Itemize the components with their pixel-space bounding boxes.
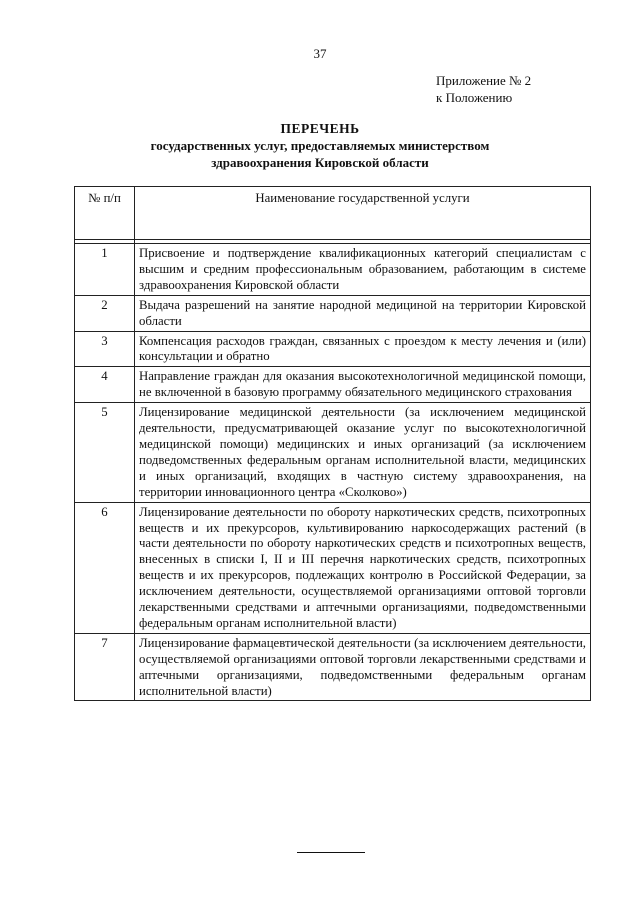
row-service-name: Лицензирование фармацевтической деятельности (за исключением деятельности, осуществляемой организациями оптовой торговли лекарственными средствами и аптечными организациями, подведомственными федеральным органам исполнительной власти): [135, 633, 591, 701]
row-service-name: Лицензирование медицинской деятельности (за исключением медицинской деятельности, предусматривающей оказание услуг по высокотехнологичной медицинской помощи) медицинских и иных организаций (за исключением подведомственных федеральным органам исполнительной власти, медицинских и иных организаций, входящих в частную систему здравоохранения, на территории инновационного центра «Сколково»): [135, 403, 591, 502]
appendix-line-1: Приложение № 2: [436, 73, 532, 88]
table-row: [75, 244, 591, 296]
row-number: 6: [75, 502, 135, 633]
row-service-name: Направление граждан для оказания высокотехнологичной медицинской помощи, не включенной в базовую программу обязательного медицинского страхования: [135, 367, 591, 403]
row-service-name: Присвоение и подтверждение квалификационных категорий специалистам с высшим и средним профессиональным образованием, работающим в системе здравоохранения Кировской области: [135, 244, 591, 296]
title-heading: ПЕРЕЧЕНЬ: [280, 121, 360, 136]
row-number: 5: [75, 403, 135, 502]
table-row: [75, 295, 591, 331]
row-service-name: Лицензирование деятельности по обороту наркотических средств, психотропных веществ и их прекурсоров, культивированию наркосодержащих растений (в части деятельности по обороту наркотических средств и психотропных веществ, внесенных в списки I, II и III перечня наркотических средств, психотропных веществ и их прекурсоров, подлежащих контролю в Российской Федерации, за исключением деятельности, осуществляемой организациями оптовой торговли лекарственными средствами и аптечными организациями, подведомственными федеральным органам исполнительной власти): [135, 502, 591, 633]
title-line-2: здравоохранения Кировской области: [211, 155, 429, 170]
table-row: [75, 367, 591, 403]
appendix-line-2: к Положению: [436, 90, 513, 105]
header-name: Наименование государственной услуги: [135, 187, 591, 240]
page-number: 37: [313, 46, 327, 61]
table-row: [75, 633, 591, 701]
table-row: [75, 403, 591, 502]
row-number: 3: [75, 331, 135, 367]
row-number: 7: [75, 633, 135, 701]
row-service-name: Выдача разрешений на занятие народной медициной на территории Кировской области: [135, 295, 591, 331]
row-service-name: Компенсация расходов граждан, связанных с проездом к месту лечения и (или) консультации и обратно: [135, 331, 591, 367]
row-number: 4: [75, 367, 135, 403]
document-title: [0, 120, 640, 171]
header-number: № п/п: [75, 187, 135, 240]
title-line-1: государственных услуг, предоставляемых министерством: [150, 138, 490, 153]
table-row: [75, 331, 591, 367]
appendix-note: [436, 72, 531, 106]
row-number: 2: [75, 295, 135, 331]
footer-divider: [297, 852, 365, 853]
table-row: [75, 502, 591, 633]
row-number: 1: [75, 244, 135, 296]
table-header-row: [75, 187, 591, 240]
services-table: [74, 186, 591, 701]
